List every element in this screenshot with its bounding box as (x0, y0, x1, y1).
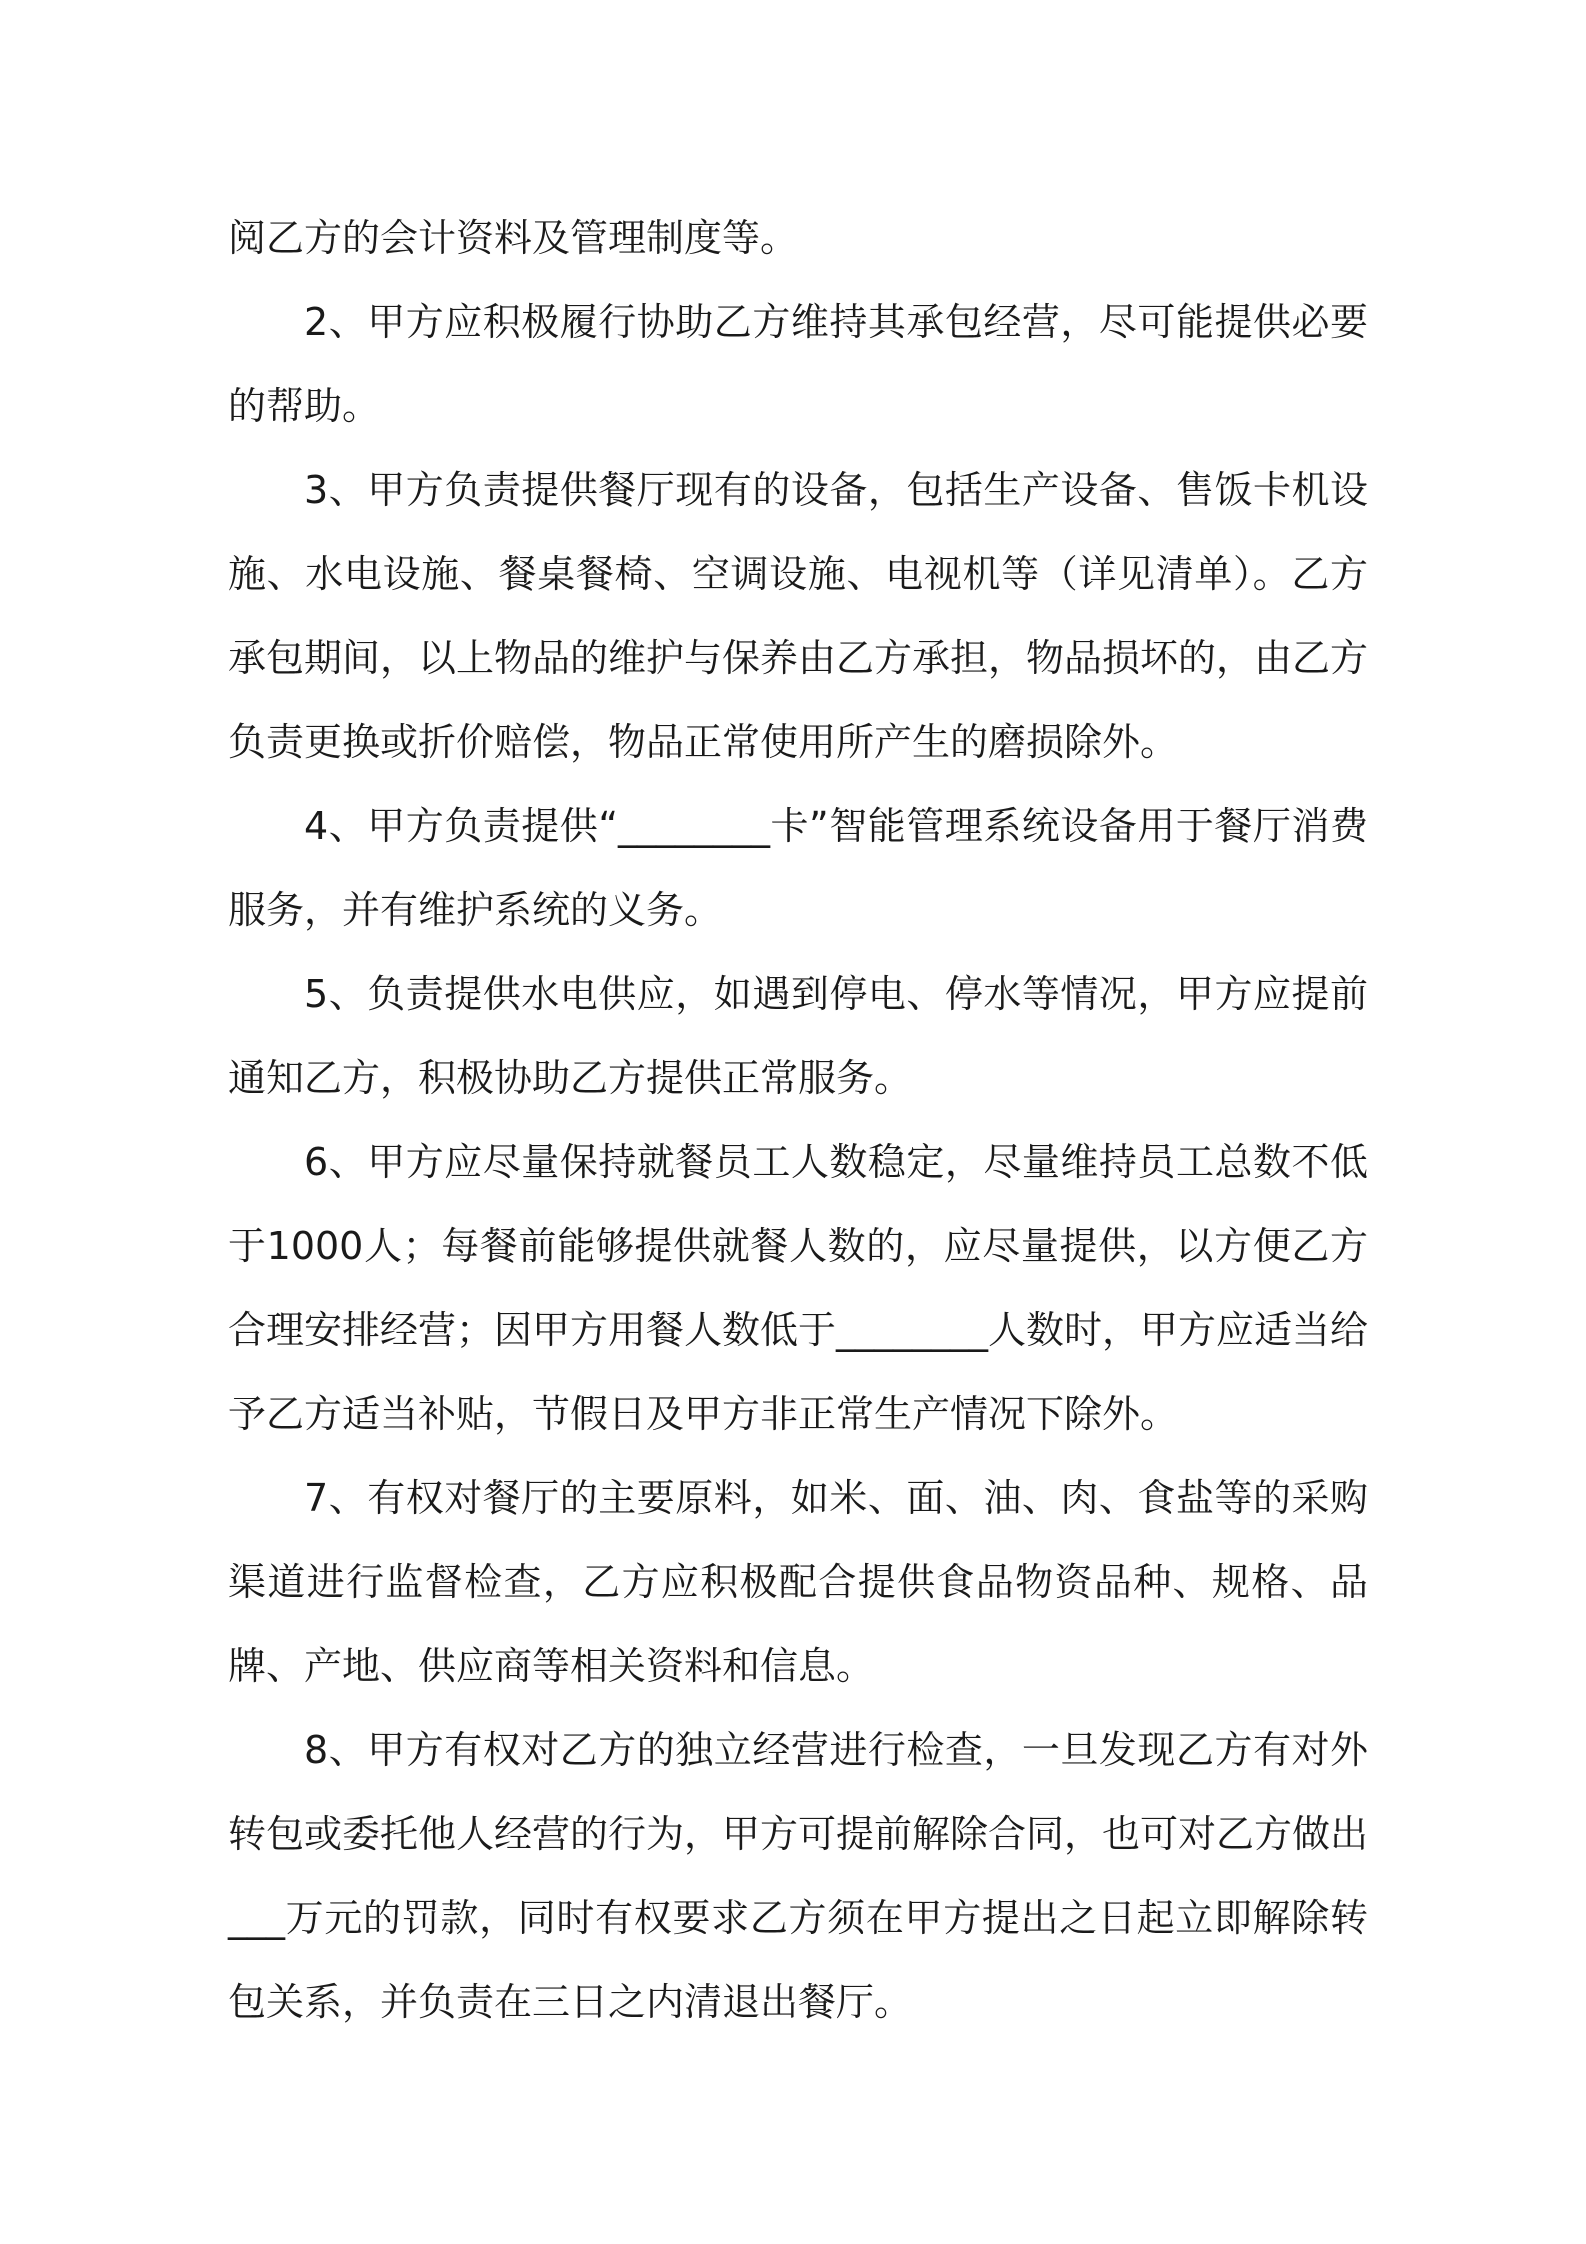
document-body (228, 196, 1368, 2044)
paragraph-clause-3: 3、甲方负责提供餐厅现有的设备，包括生产设备、售饭卡机设施、水电设施、餐桌餐椅、空调设施、电视机等（详见清单）。乙方承包期间，以上物品的维护与保养由乙方承担，物品损坏的，由乙方负责更换或折价赔偿，物品正常使用所产生的磨损除外。 (228, 468, 1369, 764)
paragraph-clause-7: 7、有权对餐厅的主要原料，如米、面、油、肉、食盐等的采购渠道进行监督检查，乙方应积极配合提供食品物资品种、规格、品牌、产地、供应商等相关资料和信息。 (228, 1476, 1368, 1688)
paragraph-continuation: 阅乙方的会计资料及管理制度等。 (228, 216, 799, 260)
paragraph-clause-8: 8、甲方有权对乙方的独立经营进行检查，一旦发现乙方有对外转包或委托他人经营的行为，甲方可提前解除合同，也可对乙方做出___万元的罚款，同时有权要求乙方须在甲方提出之日起立即解除转包关系，并负责在三日之内清退出餐厅。 (228, 1728, 1369, 2024)
paragraph-clause-4: 4、甲方负责提供“________卡”智能管理系统设备用于餐厅消费服务，并有维护系统的义务。 (228, 804, 1368, 932)
paragraph-clause-2: 2、甲方应积极履行协助乙方维持其承包经营，尽可能提供必要的帮助。 (228, 300, 1368, 428)
paragraph-clause-5: 5、负责提供水电供应，如遇到停电、停水等情况，甲方应提前通知乙方，积极协助乙方提供正常服务。 (228, 972, 1368, 1100)
paragraph-clause-6: 6、甲方应尽量保持就餐员工人数稳定，尽量维持员工总数不低于1000人；每餐前能够提供就餐人数的，应尽量提供，以方便乙方合理安排经营；因甲方用餐人数低于________人数时，甲方应适当给予乙方适当补贴，节假日及甲方非正常生产情况下除外。 (228, 1140, 1369, 1436)
